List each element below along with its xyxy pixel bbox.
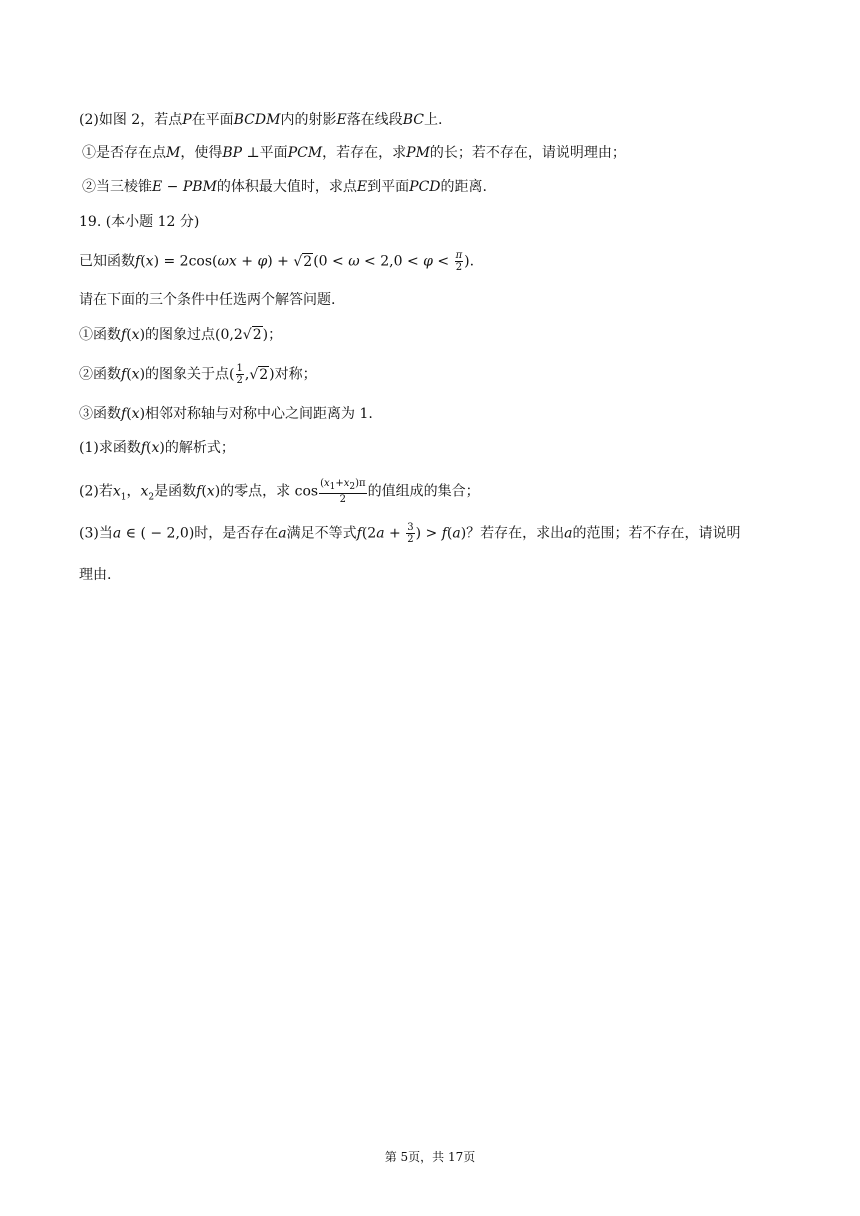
part2-question-2: ②当三棱锥E − PBM的体积最大值时，求点E到平面PCD的距离. [82, 179, 487, 195]
problem19-given: 已知函数f(x) = 2cos(ωx + φ) + √2(0 < ω < 2,0 < φ < $\frac{\pi}{2}$ ). [79, 250, 475, 273]
subquestion-3-continued: 理由. [79, 567, 112, 583]
part2-question-1: ①是否存在点M，使得BP ⊥平面PCM，若存在，求PM的长；若不存在，请说明理由； [82, 145, 626, 161]
condition-2: ②函数f(x)的图象关于点( $\frac{1}{2}$ ,√2)对称； [79, 363, 317, 386]
part2-intro: (2)如图 2，若点P在平面BCDM内的射影E落在线段BC上. [79, 112, 443, 128]
subquestion-3: (3)当a ∈ ( − 2,0)时，是否存在a满足不等式f(2a + $\frac{3}{2}$ ) > f(a)？若存在，求出a的范围；若不存在，请说明 [79, 522, 741, 545]
condition-3: ③函数f(x)相邻对称轴与对称中心之间距离为 1. [79, 406, 373, 422]
subquestion-2: (2)若$x_1$，$x_2$是函数f(x)的零点，求 cos $\frac{(x_1+x_2)\pi}{2}$ 的值组成的集合； [79, 478, 480, 505]
problem19-instruction: 请在下面的三个条件中任选两个解答问题. [79, 292, 336, 308]
page-number: 第 5页，共 17页 [384, 1150, 476, 1164]
subquestion-1: (1)求函数f(x)的解析式； [79, 440, 235, 456]
condition-1: ①函数f(x)的图象过点(0,2√2)； [79, 327, 283, 343]
problem19-header: 19. (本小题 12 分) [79, 214, 200, 230]
